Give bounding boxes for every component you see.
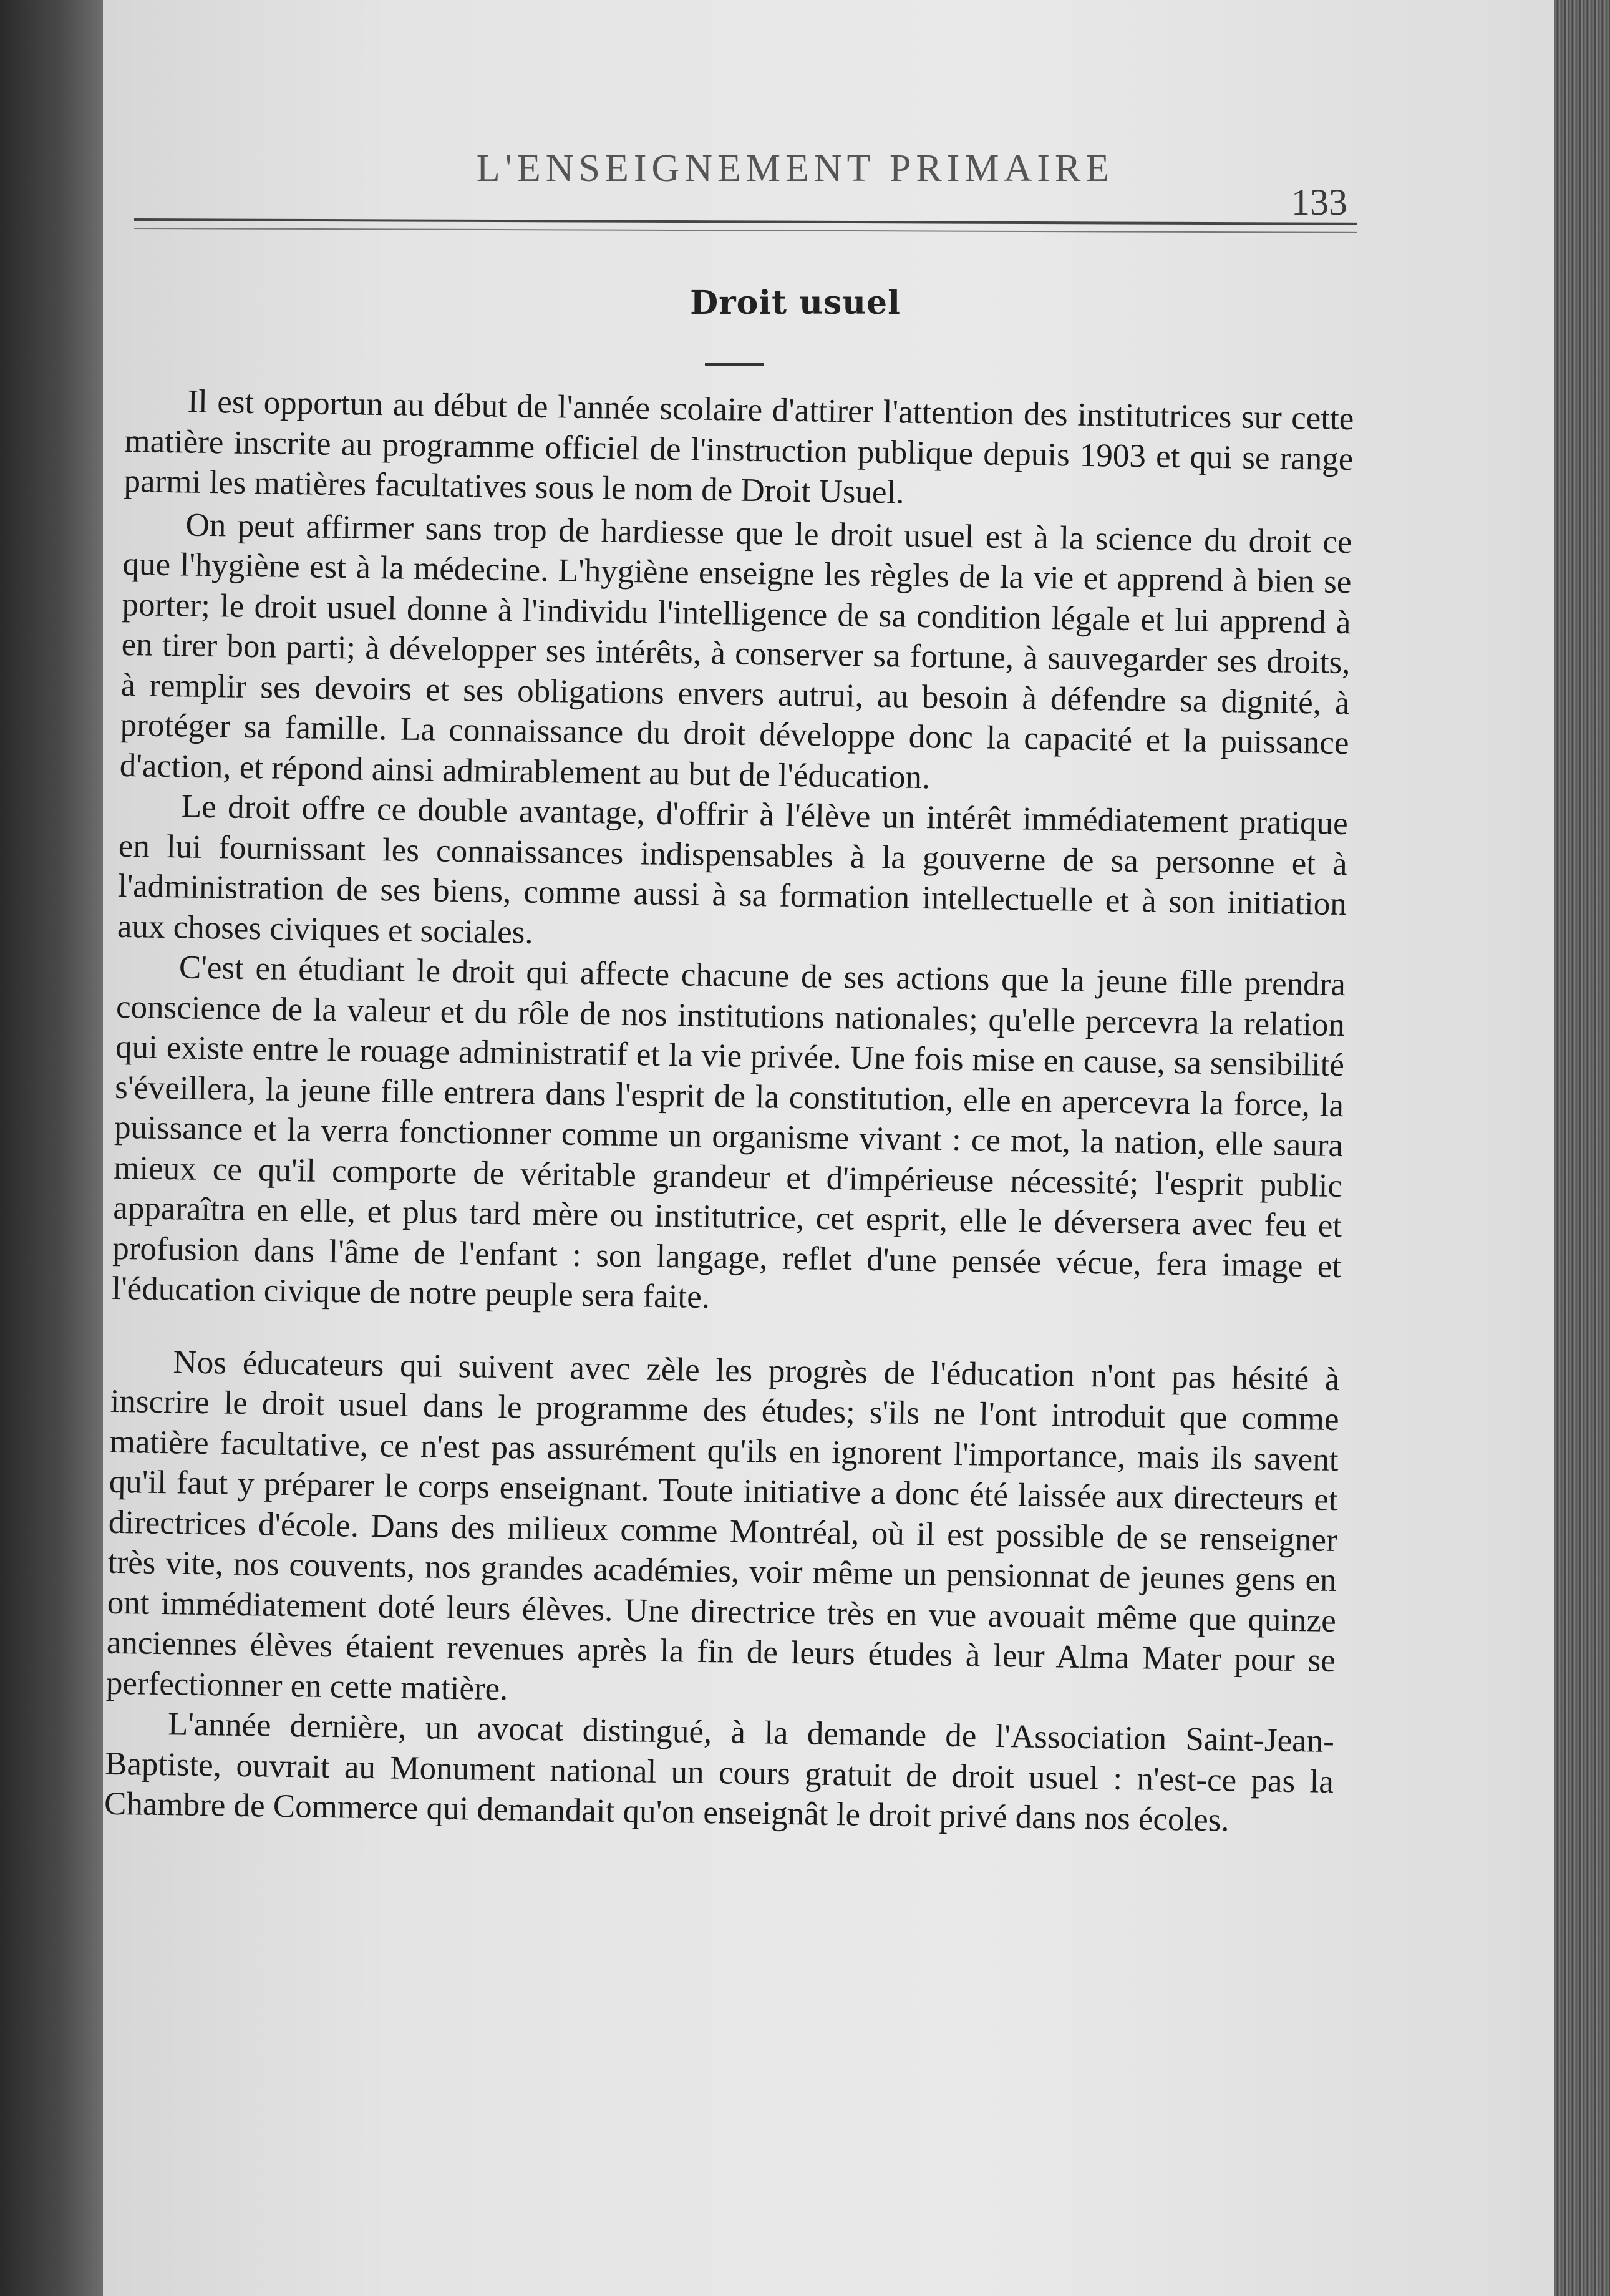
running-head: L'ENSEIGNEMENT PRIMAIRE	[476, 147, 1115, 190]
header-rule-thin	[134, 228, 1357, 233]
header-rule	[134, 218, 1357, 225]
paragraph: C'est en étudiant le droit qui affecte chacune de ses actions que la jeune fille prendra conscience de la valeur et du rôle de nos institutions nationales; qu'elle percevra la relation qui existe entre le rouage administratif et la vie privée. Une fois mise en cause, sa sensibilité s'éveillera, la jeune fille entrera dans l'esprit de la constitution, elle en apercevra la force, la puissance et la verra fonctionner comme un organisme vivant : ce mot, la nation, elle saura mieux ce qu'il comporte de véritable grandeur et d'impérieuse nécessité; l'esprit public apparaîtra en elle, et plus tard mère ou institutrice, cet esprit, elle le déversera avec feu et profusion dans l'âme de l'enfant : son langage, reflet d'une pensée vécue, fera image et l'éducation civique de notre peuple sera faite.	[111, 949, 1346, 1316]
paragraph: On peut affirmer sans trop de hardiesse que le droit usuel est à la science du droit ce que l'hygiène est à la médecine. L'hygiène enseigne les règles de la vie et apprend à bien se porter; le droit usuel donne à l'individu l'intelligence de sa condition légale et lui apprend à en tirer bon parti; à développer ses intérêts, à conserver sa fortune, à sauvegarder ses droits, à remplir ses devoirs et ses obligations envers autrui, au besoin à défendre sa dignité, à protéger sa famille. La connaissance du droit développe donc la capacité et la puissance d'action, et répond ainsi admirablement au but de l'éducation.	[119, 506, 1352, 795]
section-title: Droit usuel	[690, 284, 901, 322]
paragraph: L'année dernière, un avocat distingué, à la demande de l'Association Saint-Jean-Baptiste, ouvrait au Monument national un cours gratuit de droit usuel : n'est-ce pas la Chambre de Commerce qui demandait qu'on enseignât le droit privé dans nos écoles.	[104, 1706, 1335, 1839]
book-page	[103, 0, 1554, 2296]
page-number: 133	[1291, 182, 1347, 223]
page-edges	[1554, 0, 1610, 2296]
article-body	[104, 381, 1354, 1842]
paragraph: Le droit offre ce double avantage, d'offrir à l'élève un intérêt immédiatement pratique en lui fournissant les connaissances indispensables à la gouverne de sa personne et à l'administration de ses biens, comme aussi à sa formation intellectuelle et à son initiation aux choses civiques et sociales.	[117, 788, 1349, 951]
paragraph: Nos éducateurs qui suivent avec zèle les progrès de l'éducation n'ont pas hésité à inscrire le droit usuel dans le programme des études; s'ils ne l'ont introduit que comme matière facultative, ce n'est pas assurément qu'ils en ignorent l'importance, mais ils savent qu'il faut y préparer le corps enseignant. Toute initiative a donc été laissée aux directeurs et directrices d'école. Dans des milieux comme Montréal, où il est possible de se renseigner très vite, nos couvents, nos grandes académies, voir même un pensionnat de jeunes gens en ont immédiatement doté leurs élèves. Une directrice très en vue avouait même que quinze anciennes élèves étaient revenues après la fin de leurs études à leur Alma Mater pour se perfectionner en cette matière.	[105, 1343, 1340, 1707]
title-rule	[705, 363, 764, 366]
paragraph: Il est opportun au début de l'année scolaire d'attirer l'attention des institutrices sur cette matière inscrite au programme officiel de l'instruction publique depuis 1903 et qui se range parmi les matières facultatives sous le nom de Droit Usuel.	[124, 383, 1354, 511]
book-binding	[0, 0, 103, 2296]
